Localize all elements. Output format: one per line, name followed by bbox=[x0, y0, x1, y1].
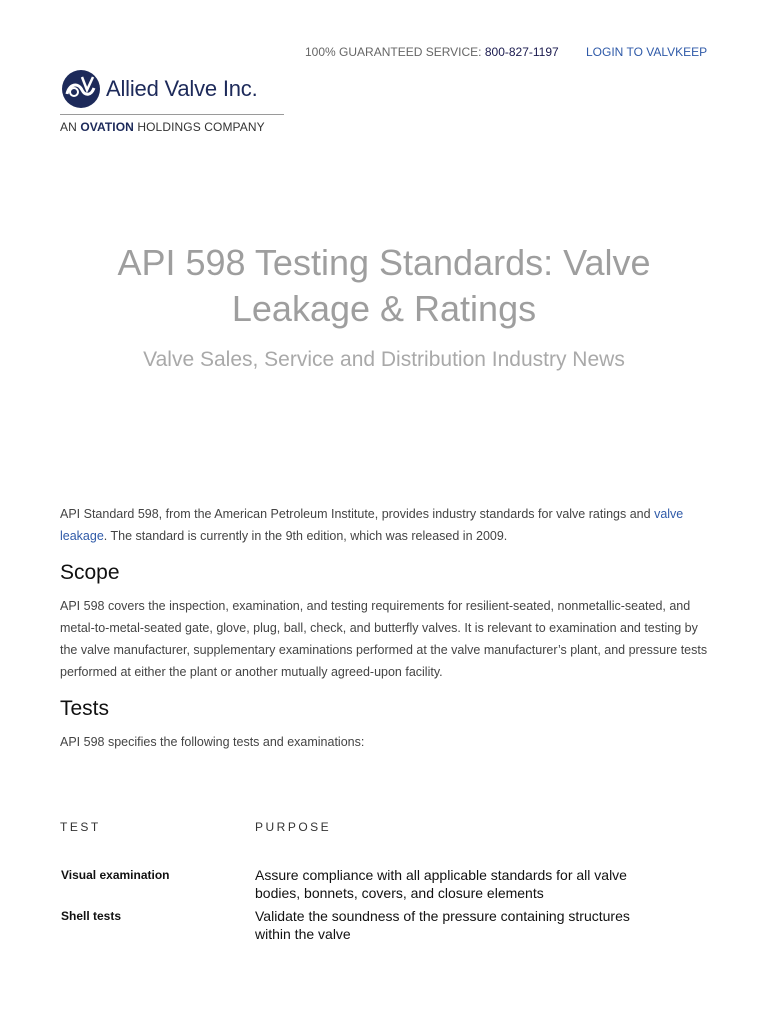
tests-table bbox=[60, 820, 710, 942]
allied-valve-logo-icon bbox=[60, 68, 102, 110]
service-label: 100% GUARANTEED SERVICE: bbox=[305, 45, 482, 59]
page-title: API 598 Testing Standards: Valve Leakage & Ratings bbox=[117, 242, 651, 329]
site-logo[interactable] bbox=[60, 68, 286, 134]
article-body bbox=[60, 503, 710, 753]
tagline-prefix: AN bbox=[60, 120, 77, 134]
intro-text-start: API Standard 598, from the American Petroleum Institute, provides industry standards for valve ratings and bbox=[60, 507, 655, 521]
intro-paragraph bbox=[60, 503, 710, 547]
header-purpose: PURPOSE bbox=[255, 820, 332, 834]
tagline-ovation: OVATION bbox=[80, 120, 134, 134]
test-name: Visual examination bbox=[61, 868, 170, 882]
header-test: TEST bbox=[60, 820, 101, 834]
scope-heading: Scope bbox=[60, 561, 120, 584]
phone-number[interactable]: 800-827-1197 bbox=[484, 45, 559, 59]
hero-section bbox=[0, 240, 768, 372]
scope-paragraph: API 598 covers the inspection, examination, and testing requirements for resilient-seated, nonmetallic-seated, and metal-to-metal-seated gate, glove, plug, ball, check, and butterfly valves. It is relevant to examination and testing by the valve manufacturer, supplementary examinations performed at the valve manufacturer’s plant, and pressure tests performed at either the plant or another mutually agreed-upon facility. bbox=[60, 599, 708, 679]
tests-heading: Tests bbox=[60, 697, 110, 720]
table-header bbox=[60, 820, 710, 840]
brand-name: Allied Valve Inc. bbox=[106, 76, 258, 101]
test-purpose: Assure compliance with all applicable standards for all valve bodies, bonnets, covers, and closure elements bbox=[255, 867, 627, 901]
login-link[interactable]: LOGIN TO VALVKEEP bbox=[586, 45, 708, 59]
test-purpose: Validate the soundness of the pressure containing structures within the valve bbox=[255, 908, 630, 942]
table-row bbox=[60, 866, 710, 902]
table-row bbox=[60, 907, 710, 943]
tagline-suffix: HOLDINGS COMPANY bbox=[137, 120, 265, 134]
page-subtitle: Valve Sales, Service and Distribution Industry News bbox=[143, 348, 625, 371]
valve-leakage-link[interactable]: valve leakage bbox=[60, 507, 684, 543]
tests-intro-paragraph: API 598 specifies the following tests and examinations: bbox=[60, 735, 365, 749]
test-name: Shell tests bbox=[61, 909, 122, 923]
service-info bbox=[305, 45, 559, 59]
intro-text-end: . The standard is currently in the 9th edition, which was released in 2009. bbox=[103, 529, 508, 543]
logo-divider bbox=[60, 114, 284, 115]
logo-tagline bbox=[60, 120, 286, 134]
